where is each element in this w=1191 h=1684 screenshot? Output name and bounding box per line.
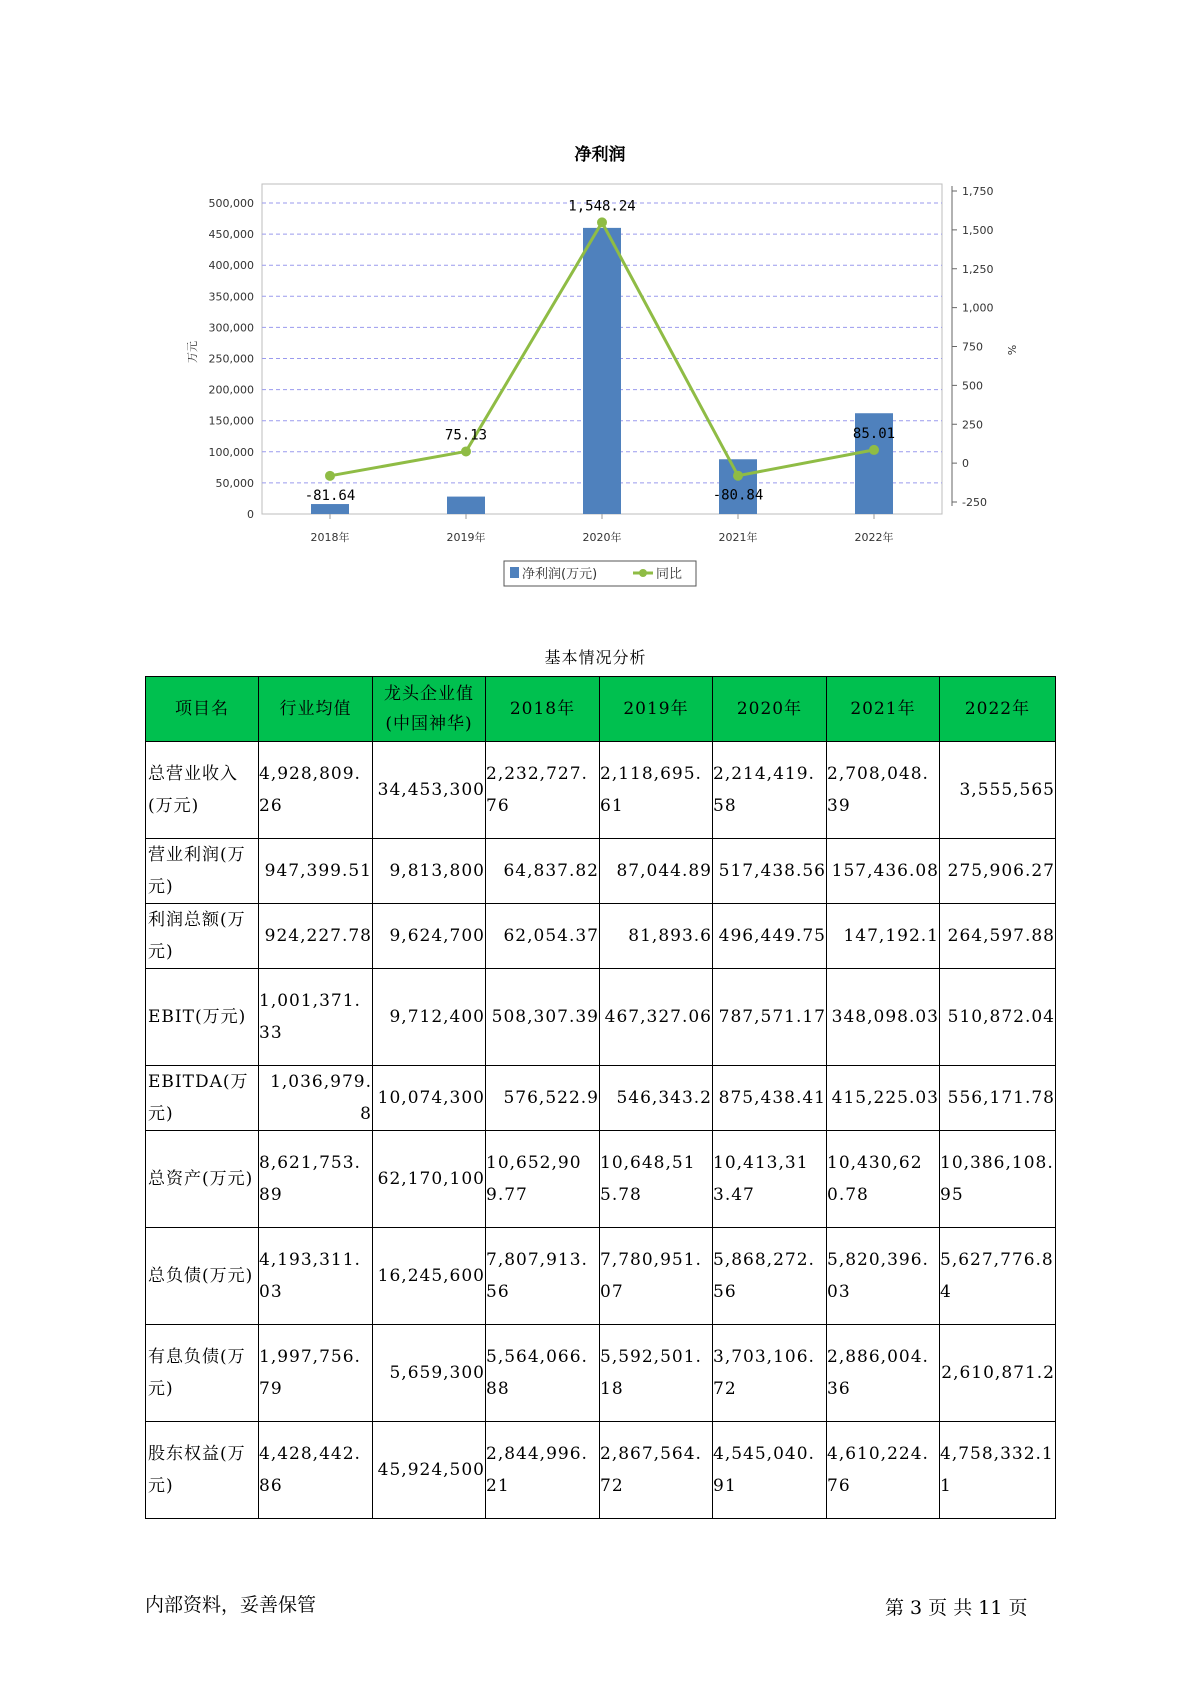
chart-svg xyxy=(0,0,1191,600)
x-tick-label: 2021年 xyxy=(718,531,758,544)
table-cell: 10,386,108.95 xyxy=(940,1131,1056,1228)
table-cell: 4,610,224.76 xyxy=(827,1422,940,1519)
x-tick-label: 2019年 xyxy=(446,531,486,544)
table-cell: 2,708,048.39 xyxy=(827,742,940,839)
table-cell: 576,522.9 xyxy=(486,1066,600,1131)
table-cell: 2,886,004.36 xyxy=(827,1325,940,1422)
table-cell: 264,597.88 xyxy=(940,904,1056,969)
table-cell: 5,592,501.18 xyxy=(600,1325,713,1422)
y-left-tick-label: 350,000 xyxy=(208,290,254,304)
table-cell: 45,924,500 xyxy=(373,1422,486,1519)
table-cell: 467,327.06 xyxy=(600,969,713,1066)
row-label: EBIT(万元) xyxy=(146,969,259,1066)
y-right-tick-label: 1,750 xyxy=(962,185,994,198)
header-leader-value: 龙头企业值(中国神华) xyxy=(373,677,486,742)
table-cell: 7,807,913.56 xyxy=(486,1228,600,1325)
table-row xyxy=(146,969,1056,1066)
y-left-label: 万元 xyxy=(186,341,199,363)
y-right-tick-label: 250 xyxy=(962,418,983,432)
yoy-point xyxy=(461,446,471,456)
y-left-tick-label: 50,000 xyxy=(215,476,254,490)
yoy-point xyxy=(325,471,335,481)
table-cell: 1,997,756.79 xyxy=(259,1325,373,1422)
yoy-data-label: 1,548.24 xyxy=(568,198,636,215)
table-cell: 517,438.56 xyxy=(713,839,827,904)
table-cell: 9,712,400 xyxy=(373,969,486,1066)
table-cell: 2,867,564.72 xyxy=(600,1422,713,1519)
x-axis xyxy=(311,514,894,544)
table-cell: 5,627,776.84 xyxy=(940,1228,1056,1325)
legend-bar-label: 净利润(万元) xyxy=(522,567,598,582)
y-right-tick-label: 1,000 xyxy=(962,301,994,315)
table-cell: 2,232,727.76 xyxy=(486,742,600,839)
yoy-point xyxy=(733,471,743,481)
table-cell: 275,906.27 xyxy=(940,839,1056,904)
y-right-label: % xyxy=(1005,344,1018,356)
header-2019: 2019年 xyxy=(600,677,713,742)
header-item-name: 项目名 xyxy=(146,677,259,742)
row-label: 营业利润(万元) xyxy=(146,839,259,904)
header-2022: 2022年 xyxy=(940,677,1056,742)
net-profit-chart xyxy=(0,0,1191,600)
row-label: 总负债(万元) xyxy=(146,1228,259,1325)
y-left-tick-label: 150,000 xyxy=(208,414,254,428)
table-cell: 10,430,620.78 xyxy=(827,1131,940,1228)
table-row xyxy=(146,904,1056,969)
right-axis xyxy=(952,185,994,509)
table-cell: 10,413,313.47 xyxy=(713,1131,827,1228)
table-cell: 4,928,809.26 xyxy=(259,742,373,839)
table-row xyxy=(146,1325,1056,1422)
table-caption: 基本情况分析 xyxy=(544,648,647,667)
yoy-data-label: 75.13 xyxy=(444,427,488,444)
y-right-tick-label: 0 xyxy=(962,457,969,471)
header-2018: 2018年 xyxy=(486,677,600,742)
table-cell: 147,192.1 xyxy=(827,904,940,969)
table-cell: 4,428,442.86 xyxy=(259,1422,373,1519)
row-label: 有息负债(万元) xyxy=(146,1325,259,1422)
y-left-tick-label: 100,000 xyxy=(208,445,254,459)
table-cell: 2,214,419.58 xyxy=(713,742,827,839)
row-label: 股东权益(万元) xyxy=(146,1422,259,1519)
table-header-row xyxy=(146,677,1056,742)
y-left-tick-label: 300,000 xyxy=(208,321,254,335)
footer-page-number: 第 3 页 共 11 页 xyxy=(885,1597,1028,1619)
y-right-tick-label: -250 xyxy=(962,496,987,509)
header-industry-avg: 行业均值 xyxy=(259,677,373,742)
table-cell: 1,036,979.8 xyxy=(259,1066,373,1131)
table-cell: 7,780,951.07 xyxy=(600,1228,713,1325)
table-cell: 787,571.17 xyxy=(713,969,827,1066)
y-left-tick-label: 400,000 xyxy=(208,259,254,273)
y-left-tick-label: 450,000 xyxy=(208,228,254,242)
footer-confidential-note: 内部资料，妥善保管 xyxy=(145,1594,317,1616)
table-cell: 5,820,396.03 xyxy=(827,1228,940,1325)
x-tick-label: 2018年 xyxy=(310,531,350,544)
bar-net-profit xyxy=(719,459,757,514)
y-left-tick-label: 500,000 xyxy=(208,197,254,210)
table-cell: 81,893.6 xyxy=(600,904,713,969)
x-tick-label: 2022年 xyxy=(854,531,894,544)
table-cell: 348,098.03 xyxy=(827,969,940,1066)
y-right-tick-label: 1,500 xyxy=(962,223,994,237)
table-cell: 947,399.51 xyxy=(259,839,373,904)
table-cell: 34,453,300 xyxy=(373,742,486,839)
y-right-tick-label: 500 xyxy=(962,379,983,393)
row-label: 总营业收入(万元) xyxy=(146,742,259,839)
row-label: 总资产(万元) xyxy=(146,1131,259,1228)
y-left-tick-label: 250,000 xyxy=(208,352,254,366)
table-cell: 8,621,753.89 xyxy=(259,1131,373,1228)
y-left-tick-label: 0 xyxy=(247,508,254,521)
table-cell: 2,844,996.21 xyxy=(486,1422,600,1519)
chart-title: 净利润 xyxy=(574,145,626,165)
table-cell: 64,837.82 xyxy=(486,839,600,904)
table-cell: 10,648,515.78 xyxy=(600,1131,713,1228)
table-cell: 5,659,300 xyxy=(373,1325,486,1422)
table-cell: 62,170,100 xyxy=(373,1131,486,1228)
table-cell: 5,564,066.88 xyxy=(486,1325,600,1422)
table-row xyxy=(146,1066,1056,1131)
y-right-tick-label: 1,250 xyxy=(962,262,994,276)
bar-net-profit xyxy=(447,497,485,514)
row-label: 利润总额(万元) xyxy=(146,904,259,969)
bar-net-profit xyxy=(311,504,349,514)
table-cell: 875,438.41 xyxy=(713,1066,827,1131)
yoy-point xyxy=(869,445,879,455)
table-cell: 3,555,565 xyxy=(940,742,1056,839)
table-cell: 9,624,700 xyxy=(373,904,486,969)
x-tick-label: 2020年 xyxy=(582,531,622,544)
legend-line-label: 同比 xyxy=(656,567,683,582)
table-row xyxy=(146,1228,1056,1325)
table-cell: 5,868,272.56 xyxy=(713,1228,827,1325)
table-cell: 62,054.37 xyxy=(486,904,600,969)
table-row xyxy=(146,1131,1056,1228)
header-2021: 2021年 xyxy=(827,677,940,742)
table-cell: 16,245,600 xyxy=(373,1228,486,1325)
table-cell: 496,449.75 xyxy=(713,904,827,969)
analysis-table xyxy=(145,676,1056,1519)
table-cell: 9,813,800 xyxy=(373,839,486,904)
yoy-data-label: 85.01 xyxy=(852,425,896,442)
table-cell: 10,652,909.77 xyxy=(486,1131,600,1228)
table-cell: 87,044.89 xyxy=(600,839,713,904)
table-cell: 1,001,371.33 xyxy=(259,969,373,1066)
bar-net-profit xyxy=(583,228,621,514)
table-cell: 924,227.78 xyxy=(259,904,373,969)
bars xyxy=(311,228,896,514)
table-cell: 4,545,040.91 xyxy=(713,1422,827,1519)
legend xyxy=(504,561,696,586)
legend-bar-swatch xyxy=(510,567,519,578)
yoy-point xyxy=(597,217,607,227)
table-cell: 3,703,106.72 xyxy=(713,1325,827,1422)
table-cell: 508,307.39 xyxy=(486,969,600,1066)
left-axis xyxy=(209,197,255,521)
table-cell: 2,610,871.2 xyxy=(940,1325,1056,1422)
legend-line-marker xyxy=(639,569,647,577)
y-left-tick-label: 200,000 xyxy=(208,383,254,397)
table-cell: 4,758,332.11 xyxy=(940,1422,1056,1519)
table-cell: 10,074,300 xyxy=(373,1066,486,1131)
table-row xyxy=(146,742,1056,839)
table-cell: 2,118,695.61 xyxy=(600,742,713,839)
y-right-tick-label: 750 xyxy=(962,340,983,354)
table-cell: 546,343.2 xyxy=(600,1066,713,1131)
header-2020: 2020年 xyxy=(713,677,827,742)
row-label: EBITDA(万元) xyxy=(146,1066,259,1131)
table-cell: 157,436.08 xyxy=(827,839,940,904)
table-row xyxy=(146,839,1056,904)
table-cell: 510,872.04 xyxy=(940,969,1056,1066)
table-row xyxy=(146,1422,1056,1519)
yoy-data-label: -80.84 xyxy=(712,487,764,504)
table-cell: 415,225.03 xyxy=(827,1066,940,1131)
table-cell: 556,171.78 xyxy=(940,1066,1056,1131)
yoy-data-label: -81.64 xyxy=(304,487,356,504)
table-cell: 4,193,311.03 xyxy=(259,1228,373,1325)
